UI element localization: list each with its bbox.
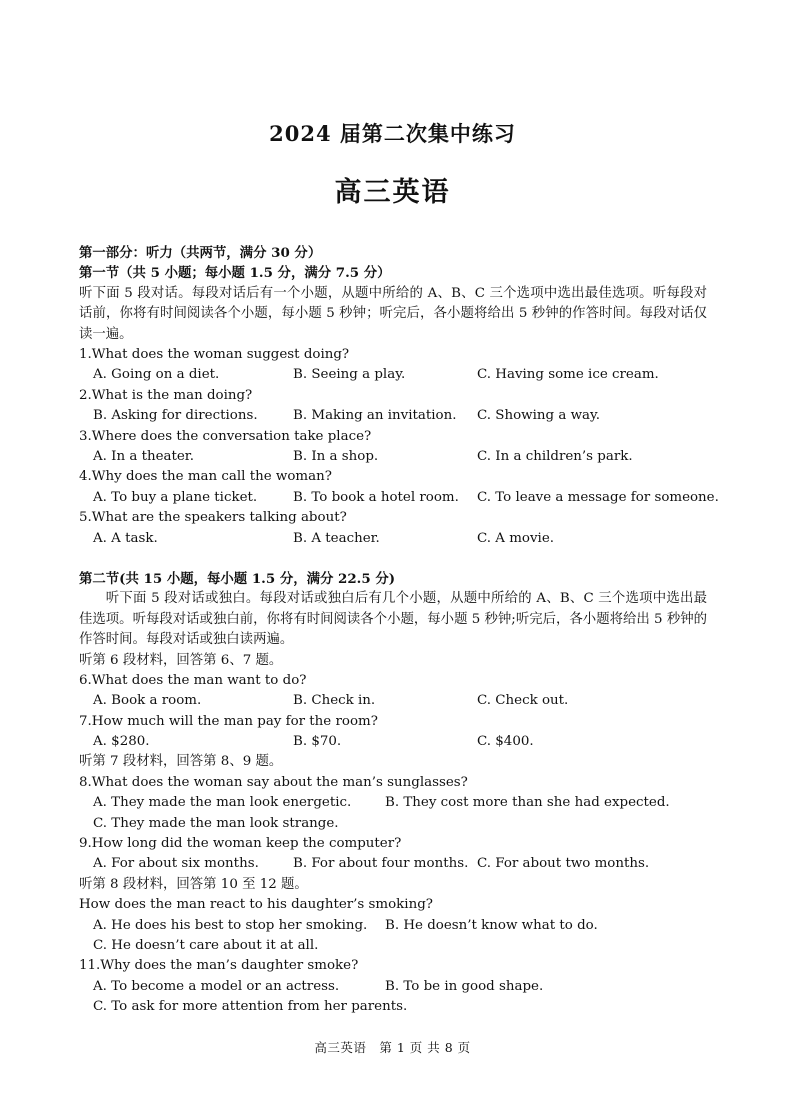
option-c: C. $400.: [477, 734, 534, 750]
option-a: A. They made the man look energetic.: [93, 795, 352, 811]
question-8-options: [79, 793, 707, 813]
option-b: B. He doesn’t know what to do.: [385, 917, 598, 933]
option-b: B. To be in good shape.: [385, 978, 544, 994]
section2-heading: 第二节(共 15 小题，每小题 1.5 分，满分 22.5 分): [79, 570, 396, 587]
question-2: 2.What is the man doing?: [79, 387, 253, 403]
option-c: C. He doesn’t care about it at all.: [93, 937, 319, 953]
question-10-options: [79, 916, 707, 936]
option-a: A. He does his best to stop her smoking.: [93, 917, 368, 933]
page-footer: 高三英语 第 1 页 共 8 页: [314, 1040, 471, 1055]
question-4-options: [79, 488, 719, 508]
section2-instructions: 听下面 5 段对话或独白。每段对话或独白后有几个小题，从题中所给的 A、B、C 三个选项中选出最佳选项。听每段对话或独白前，你将有时间阅读各个小题，每小题 5 秒钟;听完后，各小题将给出 5 秒钟的作答时间。每段对话或独白读两遍。: [79, 591, 707, 648]
question-10: How does the man react to his daughter’s smoking?: [79, 897, 433, 913]
option-c: C. To ask for more attention from her parents.: [93, 999, 408, 1015]
option-b: B. Seeing a play.: [293, 367, 406, 383]
option-a: A. To buy a plane ticket.: [93, 489, 258, 505]
option-b: B. Check in.: [293, 693, 376, 709]
option-b: B. In a shop.: [293, 448, 379, 464]
question-11: 11.Why does the man’s daughter smoke?: [79, 958, 359, 974]
option-b: B. A teacher.: [293, 530, 380, 546]
question-11-options: [79, 977, 707, 997]
option-a: A. $280.: [93, 734, 150, 750]
question-9: 9.How long did the woman keep the computer?: [79, 836, 402, 852]
option-c: C. In a children’s park.: [477, 448, 633, 464]
option-c: C. Showing a way.: [477, 408, 601, 424]
option-b: B. To book a hotel room.: [293, 489, 459, 505]
option-b: B. For about four months.: [293, 856, 469, 872]
question-5-options: [79, 529, 707, 549]
option-a: A. For about six months.: [93, 856, 259, 872]
option-a: A. A task.: [93, 530, 158, 546]
question-7-options: [79, 732, 707, 752]
option-b: B. Making an invitation.: [293, 408, 457, 424]
option-a: A. To become a model or an actress.: [93, 978, 340, 994]
question-1: 1.What does the woman suggest doing?: [79, 347, 350, 362]
question-3-options: [79, 447, 707, 467]
question-8: 8.What does the woman say about the man’s sunglasses?: [79, 774, 468, 790]
material-7-note: 听第 7 段材料，回答第 8、9 题。: [79, 754, 283, 770]
option-a: A. Going on a diet.: [93, 367, 220, 383]
option-c: C. To leave a message for someone.: [477, 489, 719, 505]
exam-content: [79, 243, 719, 1018]
material-8-note: 听第 8 段材料，回答第 10 至 12 题。: [79, 876, 308, 892]
part1-heading: 第一部分：听力（共两节，满分 30 分）: [79, 245, 322, 261]
option-b: B. $70.: [293, 734, 342, 750]
material-6-note: 听第 6 段材料，回答第 6、7 题。: [79, 652, 283, 668]
option-c: C. For about two months.: [477, 856, 650, 872]
question-5: 5.What are the speakers talking about?: [79, 510, 347, 526]
section1-instructions: 听下面 5 段对话。每段对话后有一个小题，从题中所给的 A、B、C 三个选项中选出最佳选项。听每段对话前，你将有时间阅读各个小题，每小题 5 秒钟；听完后，各小题将给出 5 秒钟的作答时间。每段对话仅读一遍。: [79, 285, 707, 342]
option-c: C. Having some ice cream.: [477, 367, 659, 383]
question-9-options: [79, 854, 707, 874]
question-3: 3.Where does the conversation take place?: [79, 428, 372, 444]
exam-title: 2024 届第二次集中练习: [269, 121, 516, 146]
option-c: C. Check out.: [477, 693, 569, 709]
option-a: A. Book a room.: [93, 693, 202, 709]
question-4: 4.Why does the man call the woman?: [79, 469, 332, 485]
question-6-options: [79, 691, 707, 711]
question-2-options: [79, 406, 707, 426]
subject-title: 高三英语: [334, 177, 451, 208]
question-7: 7.How much will the man pay for the room?: [79, 713, 378, 729]
section-gap: [79, 549, 707, 569]
question-6: 6.What does the man want to do?: [79, 672, 307, 688]
option-c: C. They made the man look strange.: [93, 815, 339, 831]
option-a: A. In a theater.: [93, 448, 194, 464]
question-1-options: [79, 365, 707, 385]
section1-heading: 第一节（共 5 小题；每小题 1.5 分，满分 7.5 分）: [79, 265, 391, 282]
option-c: C. A movie.: [477, 530, 554, 546]
option-a: B. Asking for directions.: [93, 408, 258, 424]
option-b: B. They cost more than she had expected.: [385, 795, 670, 811]
